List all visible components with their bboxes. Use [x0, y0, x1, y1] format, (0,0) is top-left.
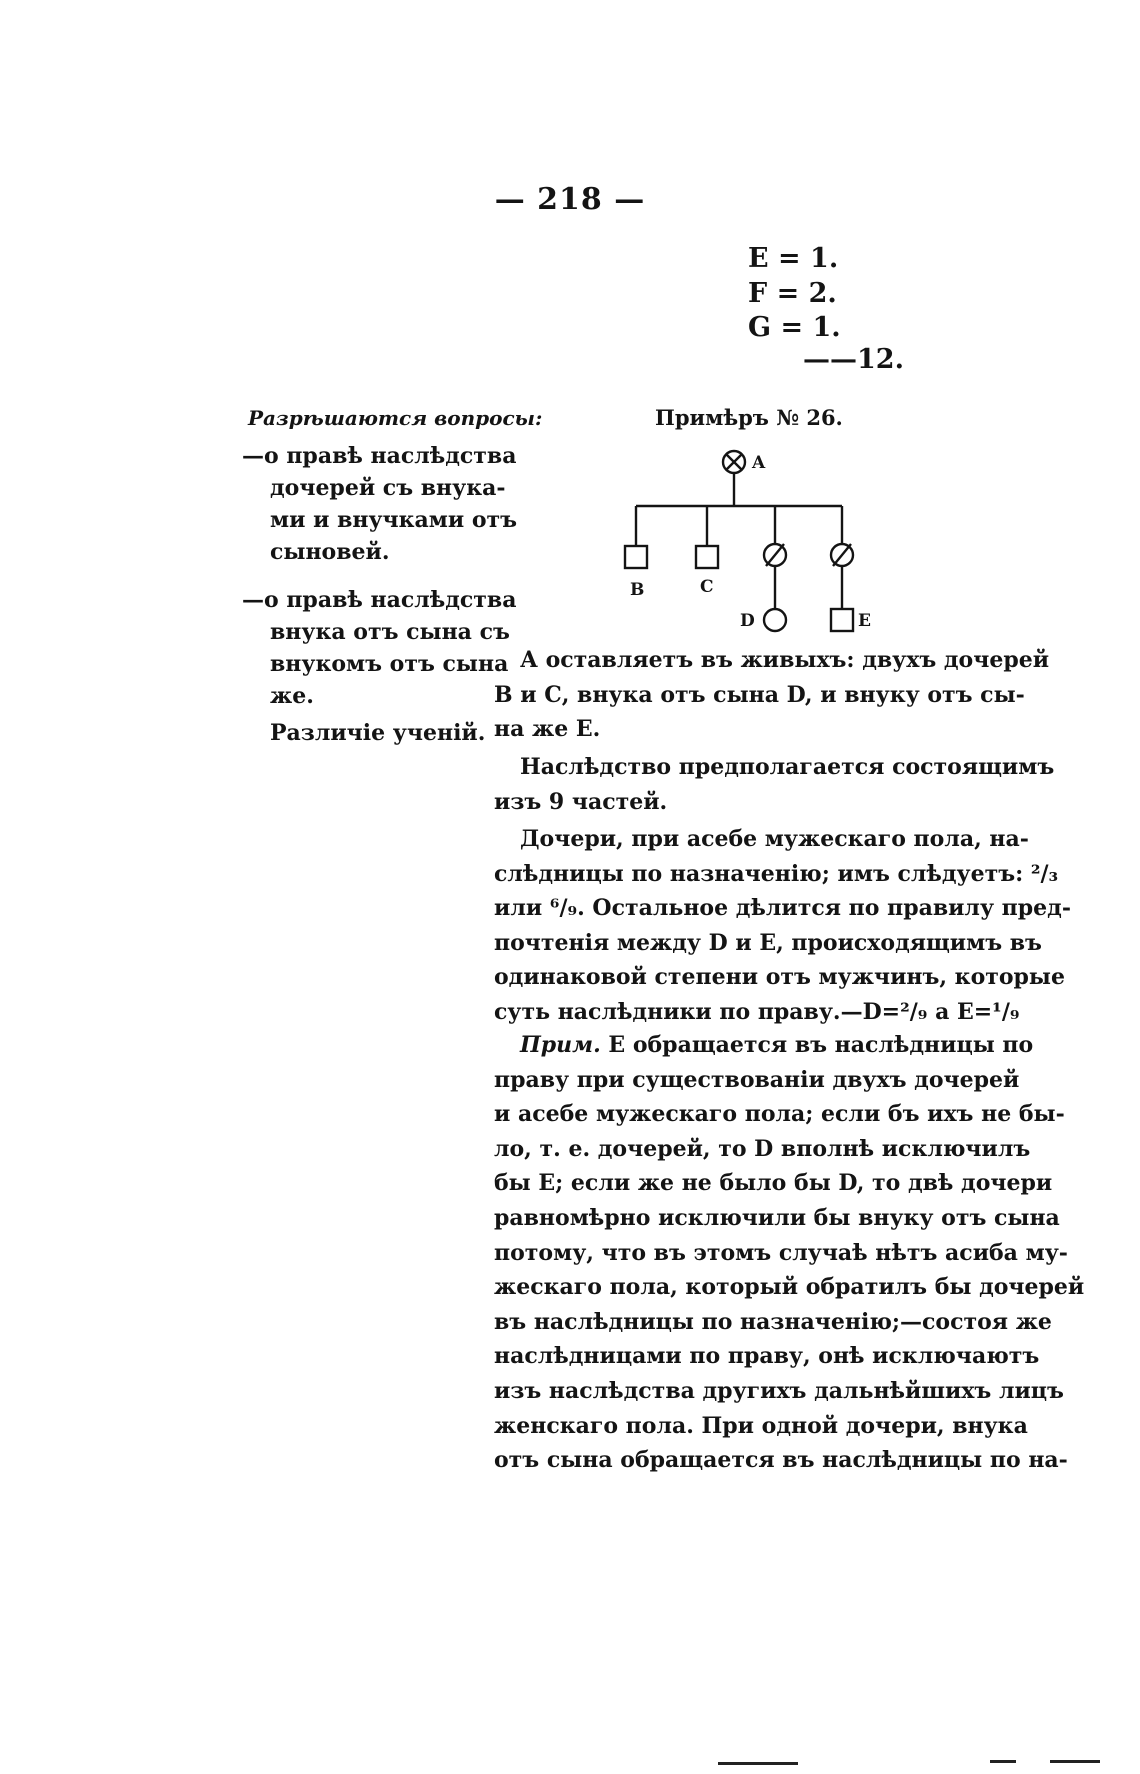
margin-note-inheritance-grandson	[242, 584, 517, 712]
text-line: на же Е.	[494, 716, 601, 743]
label-c: C	[700, 577, 714, 597]
equation-op: =	[778, 243, 801, 274]
example-title: Примѣръ № 26.	[655, 405, 843, 430]
text-line: ло, т. е. дочерей, то D вполнѣ исключилъ	[494, 1135, 1031, 1162]
margin-line: сыновей.	[270, 539, 390, 565]
margin-note-inheritance-daughters	[242, 440, 518, 568]
text-line: женскаго пола. При одной дочери, внука	[494, 1412, 1028, 1439]
text-line: въ наслѣдницы по назначенію;—состоя же	[494, 1308, 1052, 1335]
text-line: или ⁶/₉. Остальное дѣлится по правилу пред-	[494, 895, 1071, 922]
label-e: E	[858, 611, 871, 631]
text-line: праву при существованіи двухъ дочерей	[494, 1066, 1020, 1093]
equation-op: =	[780, 312, 804, 343]
paragraph-1	[494, 643, 1050, 747]
equation-row	[748, 243, 888, 274]
scan-artifact	[990, 1760, 1016, 1763]
person-c-daughter-icon	[696, 546, 718, 568]
equation-row	[748, 278, 888, 309]
text-line: бы Е; если же не было бы D, то двѣ дочери	[494, 1170, 1053, 1197]
equation-rhs: 1.	[812, 312, 841, 343]
text-line: изъ 9 частей.	[494, 788, 668, 815]
margin-line: внукомъ отъ сына	[270, 651, 509, 677]
margin-line: же.	[270, 683, 314, 709]
scan-artifact	[718, 1762, 798, 1765]
equation-lhs: G	[748, 312, 772, 343]
equation-sum: ——12.	[803, 344, 904, 375]
person-d-grandson-icon	[764, 609, 786, 631]
text-line: потому, что въ этомъ случаѣ нѣтъ асиба му-	[494, 1239, 1068, 1266]
text-line: наслѣдницами по праву, онѣ исключаютъ	[494, 1343, 1040, 1370]
equation-lhs: E	[748, 243, 769, 274]
page-number: — 218 —	[494, 182, 646, 217]
equation-row	[748, 312, 888, 343]
equation-rhs: 2.	[808, 278, 837, 309]
text-line: изъ наслѣдства другихъ дальнѣйшихъ лицъ	[494, 1377, 1064, 1404]
equation-lhs: F	[748, 278, 768, 309]
text-line: равномѣрно исключили бы внуку отъ сына	[494, 1204, 1060, 1231]
text-line: Дочери, при асебе мужескаго пола, на-	[520, 826, 1029, 852]
text-line: Наслѣдство предполагается состоящимъ	[520, 754, 1055, 780]
label-d: D	[740, 611, 755, 631]
text-line: В и С, внука отъ сына D, и внуку отъ сы-	[494, 681, 1025, 708]
text-line: отъ сына обращается въ наслѣдницы по на-	[494, 1447, 1068, 1474]
margin-line: —о правѣ наслѣдства	[242, 443, 517, 469]
note-lead: Прим.	[520, 1032, 601, 1058]
margin-line: внука отъ сына съ	[270, 619, 510, 645]
margin-line: Различіе ученій.	[270, 720, 486, 746]
text-line	[494, 1028, 1034, 1063]
paragraph-note	[494, 1028, 1085, 1478]
text-line: жескаго пола, который обратилъ бы дочерей	[494, 1274, 1085, 1301]
margin-line: дочерей съ внука-	[270, 475, 506, 501]
text-line: суть наслѣдники по праву.—D=²/₉ а E=¹/₉	[494, 998, 1020, 1025]
paragraph-2	[494, 750, 1055, 819]
margin-line: —о правѣ наслѣдства	[242, 587, 517, 613]
label-b: B	[630, 580, 645, 600]
margin-note-difference	[242, 717, 492, 749]
person-e-granddaughter-icon	[831, 609, 853, 631]
text-line: одинаковой степени отъ мужчинъ, которые	[494, 964, 1065, 991]
paragraph-3	[494, 822, 1071, 1030]
person-b-daughter-icon	[625, 546, 647, 568]
scan-artifact	[1050, 1760, 1100, 1763]
equation-rhs: 1.	[810, 243, 839, 274]
equation-op: =	[776, 278, 800, 309]
text-line: почтенія между D и E, происходящимъ въ	[494, 929, 1042, 956]
text-line-rest: Е обращается въ наслѣдницы по	[600, 1032, 1034, 1058]
genealogy-diagram	[600, 440, 890, 640]
label-a: A	[752, 453, 766, 473]
margin-line: ми и внучками отъ	[270, 507, 518, 533]
text-line: А оставляетъ въ живыхъ: двухъ дочерей	[520, 647, 1050, 673]
text-line: и асебе мужескаго пола; если бъ ихъ не бы-	[494, 1101, 1065, 1128]
margin-heading: Разрѣшаются вопросы:	[248, 406, 543, 430]
text-line: слѣдницы по назначенію; имъ слѣдуетъ: ²/₃	[494, 860, 1059, 887]
